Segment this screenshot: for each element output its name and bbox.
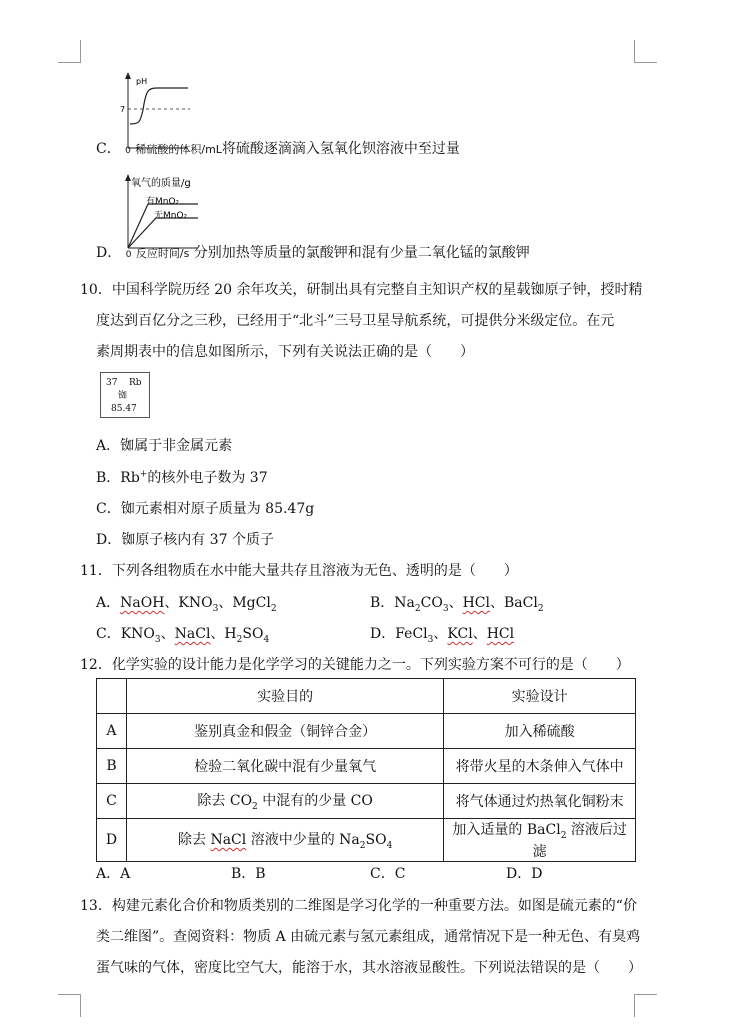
subscript: 2 [270, 603, 277, 614]
atomic-mass: 85.47 [111, 404, 137, 414]
q12-choice-d: D．D [506, 866, 543, 882]
subscript: 3 [442, 603, 449, 614]
charge-superscript: + [139, 469, 148, 480]
q12-choice-c: C．C [370, 866, 406, 882]
q10-option-b [96, 467, 268, 487]
header-cell: 实验目的 [126, 679, 443, 714]
formula: NaCl [210, 832, 247, 848]
subscript: 2 [560, 830, 567, 841]
design-cell: 将带火星的木条伸入气体中 [444, 749, 636, 784]
table-header-row [97, 679, 636, 714]
ph-axis-label: pH [136, 77, 148, 86]
design-cell [444, 819, 636, 862]
header-cell: 实验设计 [444, 679, 636, 714]
experiment-table [96, 678, 636, 862]
purpose-text: 除去 CO [197, 793, 253, 810]
formula: SO [242, 626, 264, 642]
row-key: C [97, 784, 127, 819]
corner-mark-top-right [634, 40, 657, 63]
element-symbol: Rb [129, 378, 142, 388]
design-cell: 将气体通过灼热氧化铜粉末 [444, 784, 636, 819]
purpose-cell: 检验二氧化碳中混有少量氧气 [126, 749, 443, 784]
origin-label: 0 [125, 146, 131, 156]
q9-option-d [96, 244, 530, 264]
separator: 、 [433, 626, 448, 642]
table-row [97, 819, 636, 862]
option-letter: C． [96, 626, 121, 642]
option-caption: 分别加热等质量的氯酸钾和混有少量二氧化锰的氯酸钾 [193, 245, 530, 261]
table-row [97, 714, 636, 749]
ph-xaxis-label: 稀硫酸的体积/mL [135, 143, 222, 156]
origin-label: 0 [125, 250, 132, 260]
q10-line-3: 素周期表中的信息如图所示，下列有关说法正确的是（ ） [96, 344, 474, 360]
q11-option-a [96, 592, 277, 614]
purpose-cell [126, 784, 443, 819]
formula: KCl [447, 626, 473, 642]
subscript: 2 [414, 603, 421, 614]
q10-option-c: C．铷元素相对原子质量为 85.47g [96, 501, 315, 517]
design-cell: 加入稀硫酸 [444, 714, 636, 749]
separator: 、 [160, 626, 175, 642]
q12-choice-a: A．A [96, 866, 131, 882]
subscript: 2 [359, 840, 366, 851]
atomic-number: 37 [106, 378, 118, 388]
oxygen-graph [118, 172, 228, 250]
q10-line-1: 10．中国科学院历经 20 余年攻关，研制出具有完整自主知识产权的星载铷原子钟，授时精 [80, 282, 643, 298]
formula: HCl [486, 626, 515, 642]
purpose-text: 中混有的少量 CO [257, 793, 373, 810]
formula: 、BaCl [489, 595, 538, 611]
formula: NaCl [174, 626, 211, 642]
q10-option-d: D．铷原子核内有 37 个质子 [96, 532, 274, 548]
element-card-rb [100, 372, 150, 418]
option-letter: A． [96, 595, 121, 611]
row-key: A [97, 714, 127, 749]
option-letter: B． [370, 595, 395, 611]
q10-option-a: A．铷属于非金属元素 [96, 438, 233, 454]
option-text: B．Rb [96, 470, 140, 486]
option-caption: 将硫酸逐滴滴入氢氧化钡溶液中至过量 [221, 141, 460, 157]
formula: Na [394, 595, 415, 611]
design-text: 加入适量的 BaCl [452, 822, 561, 838]
q10-line-2: 度达到百亿分之三秒，已经用于“北斗”三号卫星导航系统，可提供分米级定位。在元 [96, 313, 615, 329]
table-row [97, 749, 636, 784]
q11-option-c [96, 623, 269, 645]
q9-option-c [96, 140, 460, 160]
subscript: 2 [236, 634, 243, 645]
option-letter: D． [370, 626, 396, 642]
design-text: 溶液后过滤 [532, 822, 627, 860]
subscript: 3 [154, 634, 161, 645]
q13-line-3: 蛋气味的气体，密度比空气大，能溶于水，其水溶液显酸性。下列说法错误的是（ ） [96, 960, 642, 976]
corner-mark-top-left [58, 40, 81, 63]
q12-stem: 12．化学实验的设计能力是化学学习的关键能力之一。下列实验方案不可行的是（ ） [80, 657, 630, 673]
q13-line-2: 类二维图”。查阅资料：物质 A 由硫元素与氢元素组成，通常情况下是一种无色、有臭鸡 [96, 929, 641, 945]
subscript: 3 [427, 634, 434, 645]
series-with-mno2: 有MnO₂ [146, 197, 180, 207]
separator: 、 [472, 626, 487, 642]
oxygen-axis-label: 氧气的质量/g [131, 178, 191, 189]
subscript: 4 [386, 840, 393, 851]
series-without-mno2: 无MnO₂ [154, 211, 188, 221]
formula: KNO [120, 626, 155, 642]
ph-seven-label: 7 [120, 105, 126, 114]
oxygen-xaxis-label: 反应时间/s [135, 247, 190, 260]
separator: 、 [448, 595, 463, 611]
purpose-text: 除去 [178, 832, 211, 848]
option-text: 的核外电子数为 37 [147, 470, 268, 486]
formula: 、MgCl [218, 595, 271, 611]
formula: HCl [462, 595, 490, 611]
q11-option-d [370, 623, 514, 645]
q12-choice-b: B．B [231, 866, 266, 882]
table-row [97, 784, 636, 819]
subscript: 4 [263, 634, 270, 645]
formula: NaOH [120, 595, 165, 611]
corner-mark-bottom-left [58, 994, 81, 1017]
purpose-text: 溶液中少量的 Na [246, 832, 360, 848]
purpose-cell: 鉴别真金和假金（铜锌合金） [126, 714, 443, 749]
option-letter: D． [96, 245, 122, 261]
row-key: D [97, 819, 127, 862]
row-key: B [97, 749, 127, 784]
formula: 、KNO [164, 595, 213, 611]
purpose-text: SO [365, 832, 387, 848]
formula: 、H [210, 626, 237, 642]
formula: CO [420, 595, 443, 611]
purpose-cell [126, 819, 443, 862]
formula: FeCl [395, 626, 428, 642]
subscript: 3 [212, 603, 219, 614]
q11-stem: 11．下列各组物质在水中能大量共存且溶液为无色、透明的是（ ） [80, 563, 518, 579]
q13-line-1: 13．构建元素化合价和物质类别的二维图是学习化学的一种重要方法。如图是硫元素的“价 [80, 898, 637, 914]
corner-mark-bottom-right [634, 994, 657, 1017]
q11-option-b [370, 592, 544, 614]
option-letter: C． [96, 141, 121, 157]
header-cell [97, 679, 127, 714]
element-name: 铷 [118, 391, 128, 401]
subscript: 2 [537, 603, 544, 614]
subscript: 2 [252, 801, 258, 812]
